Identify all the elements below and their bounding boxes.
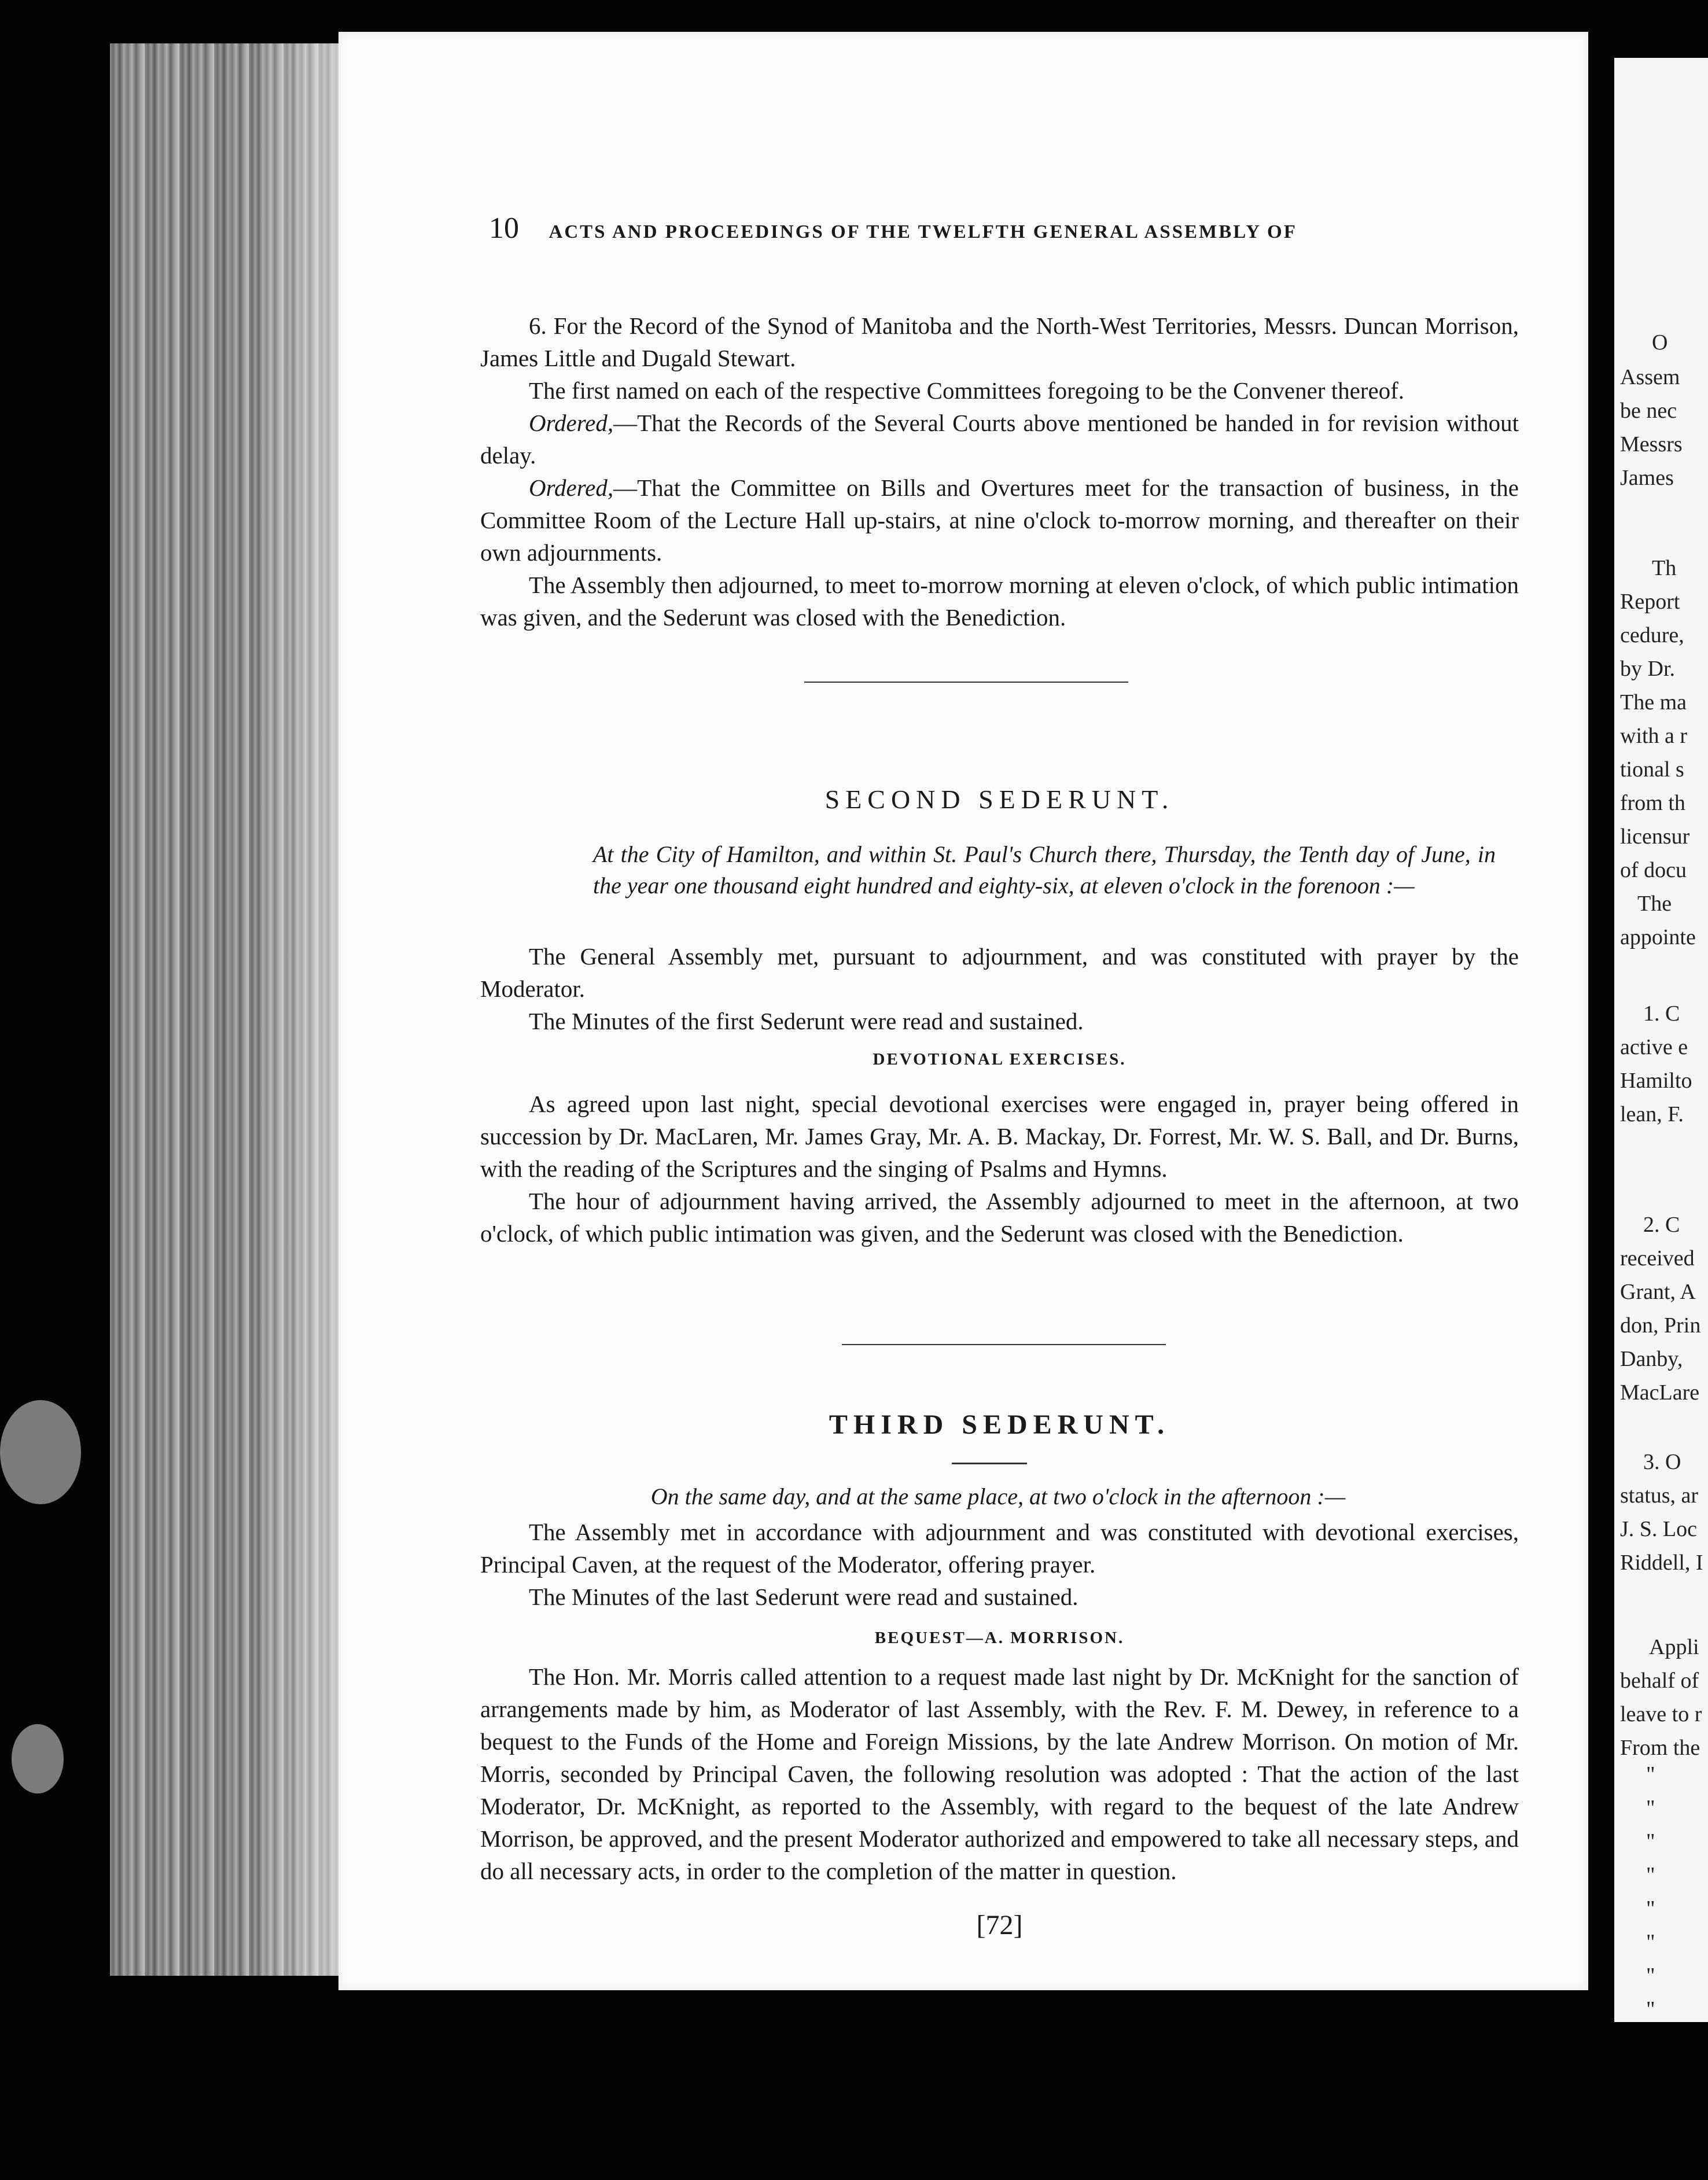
bequest-heading: BEQUEST—A. MORRISON.	[874, 1629, 1125, 1647]
second-sederunt-place: At the City of Hamilton, and within St. Paul's Church there, Thursday, the Tenth day of June, in the year one thousand eight hundred and eighty-six, at eleven o'clock in the forenoon :—	[593, 841, 1496, 898]
paragraph-text: —That the Records of the Several Courts above mentioned be handed in for revision without delay.	[480, 410, 1519, 469]
fragment-line: MacLare	[1620, 1380, 1700, 1405]
fragment-line: Grant, A	[1620, 1280, 1696, 1304]
fragment-line: don, Prin	[1620, 1313, 1701, 1338]
fragment-line: appointe	[1620, 925, 1696, 949]
ordered-label: Ordered,	[529, 474, 614, 501]
fragment-line: "	[1646, 1796, 1655, 1820]
facing-page-fragment	[1614, 58, 1708, 2022]
fragment-line: active e	[1620, 1035, 1688, 1059]
section-divider	[804, 682, 1128, 683]
scanned-page	[338, 32, 1588, 1990]
fragment-line: behalf of	[1620, 1669, 1699, 1693]
third-sederunt-place: On the same day, and at the same place, at two o'clock in the afternoon :—	[650, 1483, 1346, 1509]
paragraph: The Minutes of the last Sederunt were read and sustained.	[529, 1584, 1078, 1610]
fragment-line: "	[1646, 1829, 1655, 1854]
fragment-line: "	[1646, 1863, 1655, 1887]
first-block	[480, 310, 1519, 634]
fragment-line: O	[1652, 330, 1668, 355]
paragraph: The Minutes of the first Sederunt were read and sustained.	[529, 1008, 1084, 1034]
page-number: 10	[489, 212, 519, 245]
fragment-line: from th	[1620, 791, 1685, 815]
third-sederunt-title: THIRD SEDERUNT.	[829, 1409, 1170, 1440]
section-divider	[842, 1344, 1166, 1345]
devotional-exercises-heading: DEVOTIONAL EXERCISES.	[873, 1050, 1127, 1069]
title-underline	[952, 1463, 1027, 1464]
fragment-line: J. S. Loc	[1620, 1517, 1697, 1541]
fragment-line: "	[1646, 1762, 1655, 1787]
fragment-line: "	[1646, 1964, 1655, 1988]
fragment-line: From the	[1620, 1736, 1700, 1760]
paragraph: The first named on each of the respective Committees foregoing to be the Convener thereof.	[529, 377, 1405, 404]
fragment-line: be nec	[1620, 399, 1677, 423]
scan-stain	[0, 1400, 81, 1504]
fragment-line: lean, F.	[1620, 1102, 1684, 1126]
spine-highlight	[255, 43, 338, 1976]
fragment-line: status, ar	[1620, 1483, 1699, 1508]
fragment-line: The	[1637, 892, 1672, 916]
fragment-line: leave to r	[1620, 1702, 1702, 1726]
fragment-line: with a r	[1620, 724, 1688, 748]
second-sederunt-opening	[480, 940, 1519, 1037]
running-header	[489, 211, 1519, 245]
fragment-line: Riddell, I	[1620, 1551, 1703, 1575]
fragment-line: cedure,	[1620, 623, 1684, 647]
fragment-line: by Dr.	[1620, 657, 1675, 681]
fragment-line: Assem	[1620, 365, 1680, 389]
paragraph: The hour of adjournment having arrived, the Assembly adjourned to meet in the afternoon, at two o'clock, of which public intimation was given, and the Sederunt was closed with the Benediction.	[480, 1188, 1519, 1247]
folio-number: [72]	[976, 1910, 1023, 1940]
fragment-line: "	[1646, 1897, 1655, 1921]
fragment-line: of docu	[1620, 858, 1687, 882]
paragraph: The Assembly met in accordance with adjournment and was constituted with devotional exercises, Principal Caven, at the request of the Moderator, offering prayer.	[480, 1519, 1519, 1578]
fragment-line: Th	[1652, 556, 1677, 580]
third-sederunt-opening	[480, 1516, 1519, 1613]
fragment-line: Hamilto	[1620, 1069, 1692, 1093]
fragment-line: Messrs	[1620, 432, 1683, 456]
running-title: ACTS AND PROCEEDINGS OF THE TWELFTH GENERAL ASSEMBLY OF	[549, 222, 1297, 242]
fragment-line: Appli	[1649, 1635, 1699, 1659]
paragraph	[480, 407, 1519, 472]
paragraph: 6. For the Record of the Synod of Manitoba and the North-West Territories, Messrs. Duncan Morrison, James Little and Dugald Stewart.	[480, 312, 1519, 371]
fragment-line: licensur	[1620, 824, 1690, 849]
fragment-line: "	[1646, 1997, 1655, 2021]
fragment-line: The ma	[1620, 690, 1687, 715]
fragment-line: 2. C	[1643, 1213, 1680, 1237]
paragraph-text: —That the Committee on Bills and Overtures meet for the transaction of business, in the Committee Room of the Lecture Hall up-stairs, at nine o'clock to-morrow morning, and thereafter on their own adjournments.	[480, 474, 1519, 566]
fragment-line: "	[1646, 1930, 1655, 1954]
paragraph: The General Assembly met, pursuant to adjournment, and was constituted with prayer by the Moderator.	[480, 943, 1519, 1002]
ordered-label: Ordered,	[529, 410, 614, 436]
fragment-line: James	[1620, 466, 1674, 490]
fragment-line: received	[1620, 1246, 1695, 1271]
fragment-line: Danby,	[1620, 1347, 1683, 1371]
fragment-line: tional s	[1620, 757, 1684, 782]
paragraph: As agreed upon last night, special devotional exercises were engaged in, prayer being offered in succession by Dr. MacLaren, Mr. James Gray, Mr. A. B. Mackay, Dr. Forrest, Mr. W. S. Ball, and Dr. Burns, with the reading of the Scriptures and the singing of Psalms and Hymns.	[480, 1091, 1519, 1182]
fragment-line: 3. O	[1643, 1450, 1681, 1474]
second-sederunt-body	[480, 1088, 1519, 1250]
second-sederunt-title: SECOND SEDERUNT.	[824, 785, 1175, 814]
scan-stain	[12, 1724, 64, 1794]
third-sederunt-body	[480, 1660, 1519, 1887]
paragraph: The Assembly then adjourned, to meet to-morrow morning at eleven o'clock, of which public intimation was given, and the Sederunt was closed with the Benediction.	[480, 572, 1519, 631]
paragraph	[480, 472, 1519, 569]
fragment-line: Report	[1620, 590, 1680, 614]
paragraph: The Hon. Mr. Morris called attention to a request made last night by Dr. McKnight for the sanction of arrangements made by him, as Moderator of last Assembly, with the Rev. F. M. Dewey, in reference to a bequest to the Funds of the Home and Foreign Missions, by the late Andrew Morrison. On motion of Mr. Morris, seconded by Principal Caven, the following resolution was adopted : That the action of the last Moderator, Dr. McKnight, as reported to the Assembly, with regard to the bequest of the late Andrew Morrison, be approved, and the present Moderator authorized and empowered to take all necessary steps, and do all necessary acts, in order to the completion of the matter in question.	[480, 1663, 1519, 1884]
fragment-line: 1. C	[1643, 1001, 1680, 1026]
